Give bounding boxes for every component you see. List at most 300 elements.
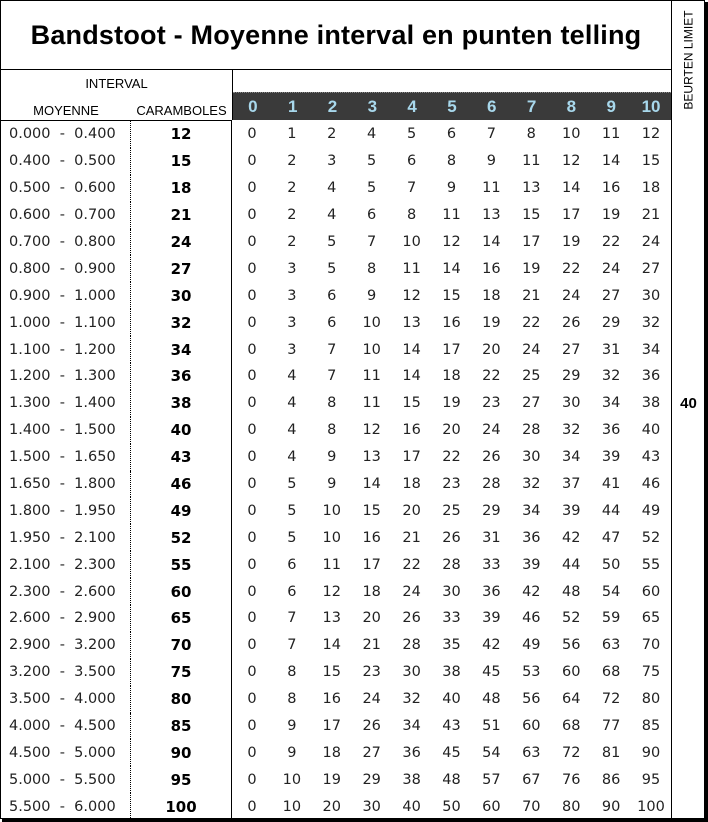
table-row — [1, 632, 671, 659]
table-row — [1, 417, 671, 444]
points-cell: 60 — [522, 718, 541, 735]
points-cell: 0 — [247, 314, 257, 331]
points-cell: 17 — [561, 207, 581, 224]
moyenne-range: 1.400 - 1.500 — [1, 417, 131, 444]
points-cell: 17 — [322, 718, 341, 735]
points-cell: 28 — [482, 476, 501, 493]
points-cell: 14 — [442, 260, 461, 277]
table-row — [1, 336, 671, 363]
points-cell: 4 — [287, 422, 297, 439]
points-cell: 6 — [446, 126, 457, 143]
points-cell: 0 — [247, 368, 257, 385]
points-cells — [232, 799, 671, 815]
moyenne-range: 1.950 - 2.100 — [1, 524, 131, 551]
moyenne-range: 1.100 - 1.200 — [1, 336, 131, 363]
points-cell: 8 — [287, 691, 297, 708]
column-header: 2 — [327, 97, 338, 116]
points-cell: 10 — [402, 234, 421, 250]
points-cell: 8 — [446, 153, 457, 170]
moyenne-range: 0.800 - 0.900 — [1, 255, 131, 282]
points-cell: 5 — [327, 260, 337, 277]
points-cell: 54 — [482, 744, 501, 761]
table-row — [1, 444, 671, 471]
points-cell: 25 — [442, 502, 461, 519]
column-number-bar — [233, 92, 671, 120]
points-cells — [232, 180, 671, 196]
points-cell: 30 — [522, 449, 541, 466]
moyenne-range: 1.200 - 1.300 — [1, 363, 131, 390]
column-header: 1 — [287, 97, 298, 116]
points-cell: 16 — [362, 529, 381, 546]
points-cell: 15 — [402, 395, 421, 412]
points-cell: 26 — [402, 610, 421, 627]
points-cell: 22 — [402, 556, 421, 573]
points-cell: 15 — [362, 502, 381, 519]
points-cell: 76 — [561, 771, 581, 788]
points-cell: 14 — [402, 341, 421, 358]
points-cell: 0 — [247, 207, 257, 224]
points-cell: 18 — [442, 368, 461, 385]
points-cell: 72 — [561, 744, 581, 761]
points-cell: 24 — [482, 422, 501, 439]
points-cell: 22 — [601, 234, 621, 250]
points-cell: 45 — [482, 664, 501, 681]
points-cell: 41 — [601, 476, 621, 493]
points-cell: 17 — [402, 449, 421, 466]
points-cell: 20 — [402, 502, 421, 519]
points-cell: 56 — [561, 637, 581, 654]
points-cell: 18 — [641, 180, 661, 197]
points-cell: 11 — [601, 126, 621, 143]
caramboles-value: 24 — [131, 229, 232, 256]
points-cell: 33 — [482, 556, 501, 573]
column-header: 3 — [367, 97, 378, 116]
page-title: Bandstoot - Moyenne interval en punten telling — [30, 19, 642, 50]
column-header: 7 — [526, 97, 537, 116]
points-cell: 0 — [247, 422, 257, 439]
points-cell: 27 — [561, 341, 581, 358]
table-row — [1, 524, 671, 551]
points-cell: 33 — [442, 610, 461, 627]
points-cells — [232, 261, 671, 277]
caramboles-value: 43 — [131, 444, 232, 471]
points-cell: 5 — [406, 126, 417, 143]
points-cell: 14 — [561, 180, 581, 197]
points-cell: 16 — [482, 260, 501, 277]
points-cell: 38 — [402, 771, 421, 788]
points-cell: 47 — [601, 529, 621, 546]
points-cell: 27 — [362, 744, 381, 761]
table-row — [1, 282, 671, 309]
table-row — [1, 309, 671, 336]
points-cell: 12 — [322, 583, 341, 600]
points-cell: 29 — [601, 314, 621, 331]
points-cell: 85 — [641, 718, 661, 735]
points-cell: 39 — [561, 502, 581, 519]
points-cell: 49 — [641, 502, 661, 519]
caramboles-value: 55 — [131, 551, 232, 578]
interval-label: INTERVAL — [85, 76, 148, 91]
points-cell: 2 — [287, 234, 297, 250]
caramboles-value: 90 — [131, 739, 232, 766]
points-cell: 19 — [442, 395, 461, 412]
points-cell: 4 — [327, 180, 337, 197]
points-cell: 0 — [247, 637, 257, 654]
points-cell: 22 — [442, 449, 461, 466]
table-row — [1, 390, 671, 417]
points-cell: 90 — [641, 744, 661, 761]
points-cell: 67 — [522, 771, 541, 788]
points-cell: 32 — [402, 691, 421, 708]
points-cell: 95 — [641, 771, 661, 788]
table-row — [1, 363, 671, 390]
points-cell: 6 — [287, 583, 297, 600]
points-cell: 25 — [522, 368, 541, 385]
table-body — [1, 121, 671, 820]
points-cell: 0 — [247, 395, 257, 412]
points-cell: 5 — [287, 529, 297, 546]
points-cell: 22 — [522, 314, 541, 331]
points-cell: 31 — [601, 341, 621, 358]
points-cell: 11 — [402, 260, 421, 277]
points-cell: 4 — [287, 449, 297, 466]
points-cell: 12 — [402, 287, 421, 304]
points-cell: 34 — [561, 449, 581, 466]
points-cell: 19 — [322, 771, 341, 788]
points-cell: 65 — [641, 610, 661, 627]
points-cell: 29 — [482, 502, 501, 519]
points-cell: 32 — [522, 476, 541, 493]
points-cell: 24 — [402, 583, 421, 600]
points-cell: 59 — [601, 610, 621, 627]
points-cell: 49 — [522, 637, 541, 654]
points-cell: 7 — [327, 368, 337, 385]
caramboles-value: 100 — [131, 793, 232, 820]
table-row — [1, 121, 671, 148]
moyenne-range: 2.100 - 2.300 — [1, 551, 131, 578]
points-cell: 18 — [322, 744, 341, 761]
points-cell: 42 — [522, 583, 541, 600]
points-cell: 13 — [362, 449, 381, 466]
moyenne-range: 1.300 - 1.400 — [1, 390, 131, 417]
points-cell: 14 — [322, 637, 341, 654]
points-cell: 57 — [482, 771, 501, 788]
points-cell: 11 — [442, 207, 461, 224]
moyenne-range: 0.400 - 0.500 — [1, 148, 131, 175]
points-cell: 0 — [247, 341, 257, 358]
table-row — [1, 175, 671, 202]
points-cell: 24 — [522, 341, 541, 358]
points-cell: 40 — [442, 691, 461, 708]
points-cell: 34 — [522, 502, 541, 519]
table-row — [1, 255, 671, 282]
points-cell: 0 — [247, 718, 257, 735]
points-cell: 10 — [282, 798, 302, 815]
points-cell: 36 — [402, 744, 421, 761]
column-header: 8 — [566, 97, 577, 116]
points-cell: 39 — [482, 610, 501, 627]
points-cell: 0 — [247, 476, 257, 493]
beurten-limiet-column — [671, 1, 705, 818]
beurten-limiet-value: 40 — [680, 395, 697, 412]
points-cell: 60 — [561, 664, 581, 681]
points-cell: 12 — [641, 126, 661, 143]
points-cell: 29 — [561, 368, 581, 385]
points-cell: 52 — [561, 610, 581, 627]
caramboles-value: 65 — [131, 605, 232, 632]
points-cell: 80 — [641, 691, 661, 708]
points-cell: 18 — [482, 287, 501, 304]
points-cell: 13 — [522, 180, 541, 197]
points-cell: 80 — [561, 798, 581, 815]
points-cell: 14 — [362, 476, 381, 493]
points-cell: 36 — [522, 529, 541, 546]
points-cell: 23 — [442, 476, 461, 493]
points-cell: 5 — [367, 180, 377, 197]
points-cell: 24 — [601, 260, 621, 277]
points-cell: 9 — [287, 718, 297, 735]
table-row — [1, 766, 671, 793]
moyenne-range: 5.000 - 5.500 — [1, 766, 131, 793]
points-cell: 64 — [561, 691, 581, 708]
points-cell: 30 — [561, 395, 581, 412]
points-cell: 40 — [402, 798, 421, 815]
points-cells — [232, 422, 671, 438]
points-cell: 56 — [522, 691, 541, 708]
caramboles-value: 95 — [131, 766, 232, 793]
points-cell: 10 — [362, 314, 381, 331]
points-cell: 19 — [482, 314, 501, 331]
points-cell: 28 — [402, 637, 421, 654]
points-cell: 8 — [327, 422, 337, 439]
points-cell: 46 — [641, 476, 661, 493]
table-row — [1, 686, 671, 713]
moyenne-range: 0.000 - 0.400 — [1, 121, 131, 148]
points-cell: 24 — [641, 234, 661, 250]
moyenne-range: 2.300 - 2.600 — [1, 578, 131, 605]
points-cell: 29 — [362, 771, 381, 788]
table-row — [1, 471, 671, 498]
moyenne-range: 0.600 - 0.700 — [1, 202, 131, 229]
caramboles-value: 70 — [131, 632, 232, 659]
points-cell: 36 — [641, 368, 661, 385]
caramboles-value: 40 — [131, 417, 232, 444]
points-cell: 7 — [486, 126, 496, 143]
points-cells — [232, 449, 671, 465]
points-cells — [232, 342, 671, 358]
points-cell: 11 — [322, 556, 341, 573]
points-cell: 10 — [322, 502, 341, 519]
points-cell: 26 — [482, 449, 501, 466]
interval-header — [1, 70, 232, 121]
points-cell: 21 — [402, 529, 421, 546]
moyenne-range: 1.800 - 1.950 — [1, 497, 131, 524]
points-cell: 9 — [327, 449, 337, 466]
points-cell: 0 — [247, 153, 257, 170]
points-cell: 86 — [601, 771, 621, 788]
points-cell: 11 — [482, 180, 501, 197]
points-cell: 70 — [522, 798, 541, 815]
points-cell: 6 — [327, 287, 337, 304]
points-cell: 0 — [247, 798, 257, 815]
points-cell: 36 — [482, 583, 501, 600]
points-cell: 0 — [247, 664, 257, 681]
caramboles-value: 60 — [131, 578, 232, 605]
column-header: 0 — [248, 97, 258, 116]
points-cell: 12 — [442, 234, 461, 250]
points-cell: 77 — [601, 718, 621, 735]
points-cell: 11 — [522, 153, 541, 170]
moyenne-range: 2.900 - 3.200 — [1, 632, 131, 659]
points-cell: 26 — [561, 314, 581, 331]
points-cell: 30 — [641, 287, 661, 304]
points-cell: 6 — [287, 556, 297, 573]
points-cell: 5 — [327, 234, 337, 250]
table-row — [1, 551, 671, 578]
points-cell: 35 — [442, 637, 461, 654]
column-header: 4 — [407, 97, 417, 116]
moyenne-range: 0.900 - 1.000 — [1, 282, 131, 309]
points-cell: 9 — [327, 476, 337, 493]
points-cells — [232, 126, 671, 142]
points-cell: 16 — [442, 314, 461, 331]
points-cell: 11 — [362, 395, 381, 412]
caramboles-value: 85 — [131, 713, 232, 740]
points-cell: 8 — [327, 395, 337, 412]
column-header: 5 — [447, 97, 457, 116]
points-cell: 34 — [601, 395, 621, 412]
points-cell: 24 — [362, 691, 381, 708]
points-cell: 27 — [641, 260, 661, 277]
points-cell: 63 — [522, 744, 541, 761]
points-cell: 81 — [601, 744, 621, 761]
column-header: 6 — [487, 97, 497, 116]
points-cells — [232, 772, 671, 788]
table-row — [1, 659, 671, 686]
points-cell: 5 — [367, 153, 377, 170]
points-cell: 7 — [406, 180, 417, 197]
points-cells — [232, 584, 671, 600]
column-header: 10 — [641, 97, 661, 116]
caramboles-value: 18 — [131, 175, 232, 202]
points-cell: 68 — [561, 718, 581, 735]
points-cell: 8 — [287, 664, 297, 681]
caramboles-value: 38 — [131, 390, 232, 417]
points-cells — [232, 503, 671, 519]
points-cell: 27 — [522, 395, 541, 412]
points-cell: 21 — [641, 207, 661, 224]
points-cell: 0 — [247, 744, 257, 761]
points-cell: 0 — [247, 126, 257, 143]
points-cell: 63 — [601, 637, 621, 654]
points-cell: 23 — [362, 664, 381, 681]
points-cells — [232, 530, 671, 546]
points-cell: 21 — [522, 287, 541, 304]
points-cell: 8 — [526, 126, 536, 143]
points-cell: 17 — [522, 234, 541, 250]
points-cell: 3 — [287, 287, 297, 304]
points-cell: 27 — [601, 287, 621, 304]
caramboles-value: 27 — [131, 255, 232, 282]
points-cells — [232, 315, 671, 331]
points-cell: 28 — [522, 422, 541, 439]
points-cell: 8 — [406, 207, 417, 224]
table-row — [1, 713, 671, 740]
points-cell: 72 — [601, 691, 621, 708]
points-cells — [232, 476, 671, 492]
moyenne-range: 3.500 - 4.000 — [1, 686, 131, 713]
points-cell: 75 — [641, 664, 661, 681]
moyenne-range: 1.500 - 1.650 — [1, 444, 131, 471]
points-cell: 7 — [287, 610, 297, 627]
points-cell: 2 — [327, 126, 337, 143]
points-cell: 30 — [442, 583, 461, 600]
points-cell: 15 — [522, 207, 541, 224]
points-cell: 26 — [362, 718, 381, 735]
points-cell: 32 — [601, 368, 621, 385]
points-cell: 55 — [641, 556, 661, 573]
points-cell: 3 — [287, 314, 297, 331]
points-cell: 2 — [287, 180, 297, 197]
points-cell: 40 — [641, 422, 661, 439]
points-cell: 13 — [322, 610, 341, 627]
caramboles-value: 30 — [131, 282, 232, 309]
points-cell: 6 — [367, 207, 377, 224]
moyenne-range: 3.200 - 3.500 — [1, 659, 131, 686]
caramboles-value: 15 — [131, 148, 232, 175]
points-cell: 3 — [287, 260, 297, 277]
points-cell: 20 — [322, 798, 341, 815]
points-cell: 32 — [641, 314, 661, 331]
points-cell: 9 — [446, 180, 457, 197]
points-cell: 12 — [362, 422, 381, 439]
points-cell: 52 — [641, 529, 661, 546]
points-cell: 44 — [561, 556, 581, 573]
points-cell: 17 — [442, 341, 461, 358]
points-cell: 68 — [601, 664, 621, 681]
points-cells — [232, 691, 671, 707]
moyenne-range: 1.650 - 1.800 — [1, 471, 131, 498]
points-cell: 100 — [637, 798, 665, 815]
points-cell: 51 — [482, 718, 501, 735]
moyenne-range: 4.000 - 4.500 — [1, 713, 131, 740]
caramboles-value: 21 — [131, 202, 232, 229]
points-cell: 14 — [601, 153, 621, 170]
points-cell: 53 — [522, 664, 541, 681]
moyenne-range: 0.700 - 0.800 — [1, 229, 131, 256]
table-row — [1, 202, 671, 229]
points-cell: 22 — [482, 368, 501, 385]
beurten-limiet-label — [672, 1, 705, 119]
moyenne-header: MOYENNE — [33, 103, 99, 118]
points-cells — [232, 395, 671, 411]
beurten-limiet-text: BEURTEN LIMIET — [681, 10, 696, 110]
points-cell: 14 — [402, 368, 421, 385]
points-cell: 0 — [247, 234, 257, 250]
points-cell: 10 — [362, 341, 381, 358]
points-cell: 4 — [287, 368, 297, 385]
points-cell: 16 — [402, 422, 421, 439]
caramboles-value: 75 — [131, 659, 232, 686]
points-cell: 60 — [641, 583, 661, 600]
points-cell: 23 — [482, 395, 501, 412]
points-cell: 43 — [641, 449, 661, 466]
caramboles-value: 36 — [131, 363, 232, 390]
points-cell: 48 — [442, 771, 461, 788]
points-cell: 20 — [442, 422, 461, 439]
points-cell: 24 — [561, 287, 581, 304]
points-cell: 46 — [522, 610, 541, 627]
